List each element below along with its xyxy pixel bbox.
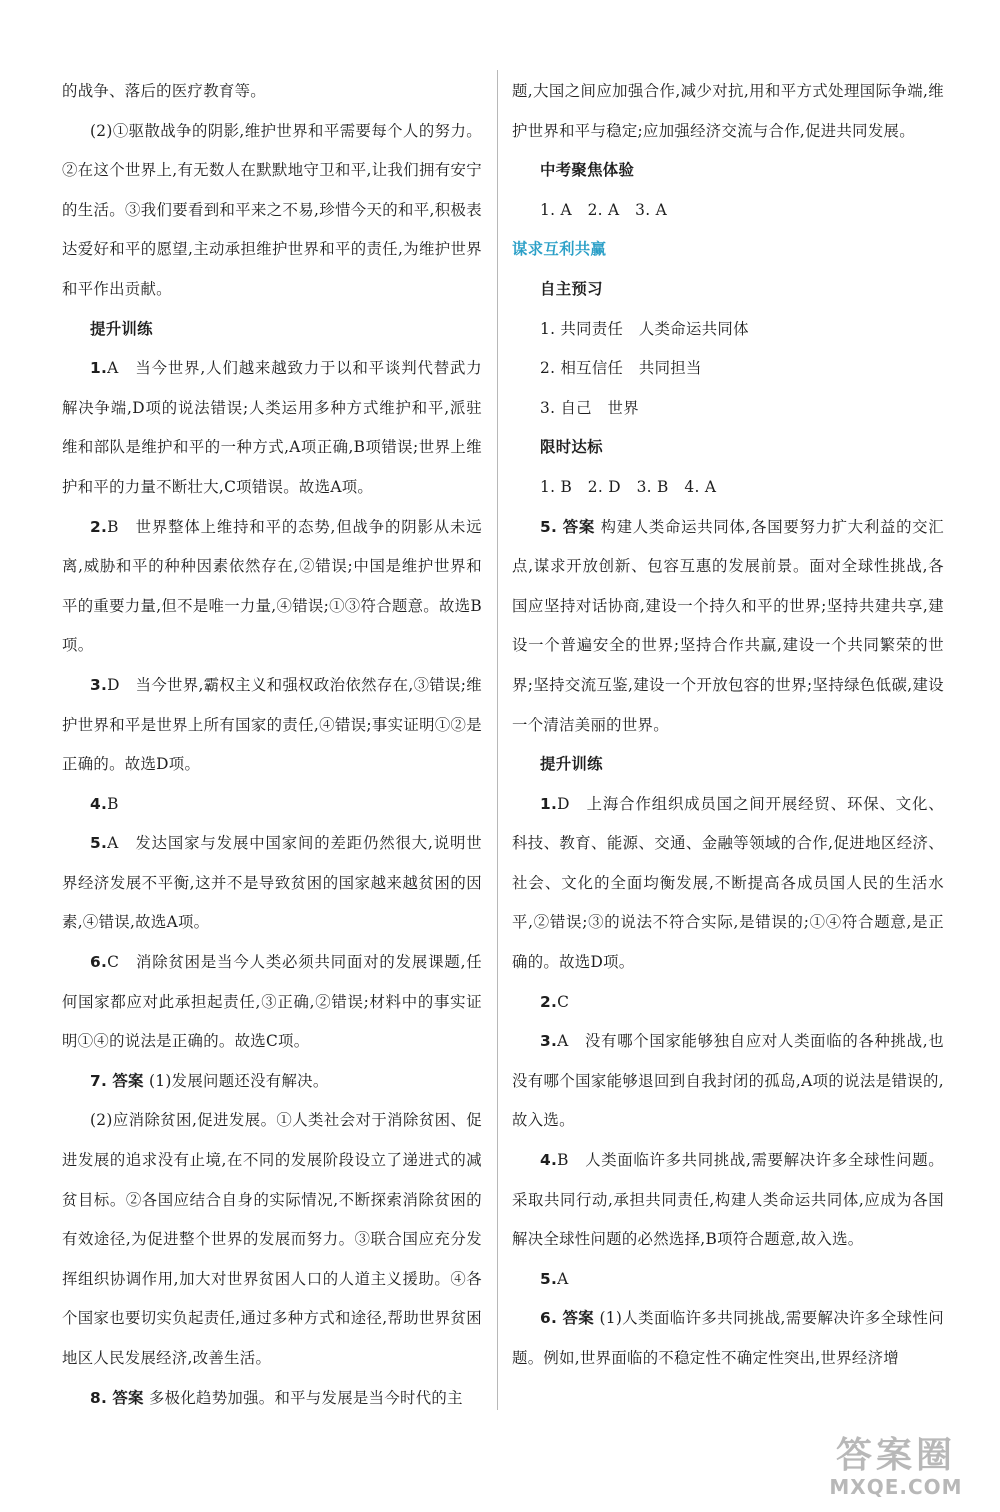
item-text: 构建人类命运共同体,各国要努力扩大利益的交汇点,谋求开放创新、包容互惠的发展前景。面对全球性挑战,各国应坚持对话协商,建设一个持久和平的世界;坚持共建共享,建设一个普遍安全的世界;坚持合作共赢,建设一个共同繁荣的世界;坚持交流互鉴,建设一个开放包容的世界;坚持绿色低碳,建设一个清洁美丽的世界。 [512,517,944,734]
right-column [512,72,944,1379]
item-text: C 消除贫困是当今人类必须共同面对的发展课题,任何国家都应对此承担起责任,③正确,②错误;材料中的事实证明①④的说法是正确的。故选C项。 [62,953,482,1051]
section-label-xianshi: 限时达标 [540,438,603,457]
answer-line: 3. 自己 世界 [540,398,639,417]
answer-item [512,1022,944,1141]
item-number: 7. [90,1071,108,1090]
item-number: 3. [540,1032,558,1051]
answer-item [62,824,482,943]
section-label-tisheng: 提升训练 [90,319,153,338]
answer-item [512,1141,944,1260]
answer-item [62,508,482,666]
item-text: A 当今世界,人们越来越致力于以和平谈判代替武力解决争端,D项的说法错误;人类运用多种方式维护和平,派驻维和部队是维护和平的一种方式,A项正确,B项错误;世界上维护和平的力量不断壮大,C项错误。故选A项。 [62,359,482,496]
item-text: (1)发展问题还没有解决。 [148,1071,329,1090]
item-number: 5. [540,1269,558,1288]
answer-tag: 答案 [562,1309,595,1328]
watermark-url: MXQE.COM [829,1475,963,1499]
item-text: B 世界整体上维持和平的态势,但战争的阴影从未远离,威胁和平的种种因素依然存在,②错误;中国是维护世界和平的重要力量,但不是唯一力量,④错误;①③符合题意。故选B项。 [62,517,482,655]
answer-item [62,1379,482,1419]
item-text: B 人类面临许多共同挑战,需要解决许多全球性问题。采取共同行动,承担共同责任,构建人类命运共同体,应成为各国解决全球性问题的必然选择,B项符合题意,故入选。 [512,1151,944,1249]
answer-item [62,1062,482,1102]
column-divider [497,70,498,1410]
answer-item [512,1299,944,1378]
section-title: 谋求互利共赢 [512,240,607,259]
paragraph: (2)①驱散战争的阴影,维护世界和平需要每个人的努力。②在这个世界上,有无数人在默默地守卫和平,让我们拥有安宁的生活。③我们要看到和平来之不易,珍惜今天的和平,积极表达爱好和平的愿望,主动承担维护世界和平的责任,为维护世界和平作出贡献。 [62,121,482,298]
answer-item [62,785,482,825]
paragraph: 题,大国之间应加强合作,减少对抗,用和平方式处理国际争端,维护世界和平与稳定;应加强经济交流与合作,促进共同发展。 [512,82,944,140]
left-column [62,72,482,1418]
item-number: 4. [90,794,108,813]
answer-item [62,666,482,785]
paragraph: 的战争、落后的医疗教育等。 [62,82,266,100]
item-text: (1)人类面临许多共同挑战,需要解决许多全球性问题。例如,世界面临的不稳定性不确定性突出,世界经济增 [512,1309,944,1367]
answer-item [512,983,944,1023]
answer-tag: 答案 [112,1388,144,1407]
item-text: 多极化趋势加强。和平与发展是当今时代的主 [148,1388,463,1407]
item-text: A [557,1269,569,1288]
item-number: 3. [90,675,108,694]
item-text: D 上海合作组织成员国之间开展经贸、环保、文化、科技、教育、能源、交通、金融等领域的合作,促进地区经济、社会、文化的全面均衡发展,不断提高各成员国人民的生活水平,②错误;③的说法不符合实际,是错误的;①④符合题意,是正确的。故选D项。 [512,794,944,972]
answer-item [512,508,944,746]
item-text: A 发达国家与发展中国家间的差距仍然很大,说明世界经济发展不平衡,这并不是导致贫困的国家越来越贫困的因素,④错误,故选A项。 [62,834,482,932]
answer-item [62,349,482,507]
item-text: D 当今世界,霸权主义和强权政治依然存在,③错误;维护世界和平是世界上所有国家的责任,④错误;事实证明①②是正确的。故选D项。 [62,675,482,774]
answer-line: 2. 相互信任 共同担当 [540,359,702,378]
answer-item [512,1260,944,1300]
item-number: 1. [90,359,108,378]
section-label-zhongkao: 中考聚焦体验 [540,161,635,180]
answer-item [62,943,482,1062]
item-number: 2. [540,992,558,1011]
item-number: 4. [540,1151,558,1170]
watermark-logo [806,1432,986,1502]
section-label-tisheng: 提升训练 [540,755,603,774]
item-number: 1. [540,794,558,813]
answer-item [512,785,944,983]
answer-line: 1. B 2. D 3. B 4. A [540,477,717,496]
item-number: 5. [90,834,108,853]
answer-tag: 答案 [562,517,595,536]
item-text: A 没有哪个国家能够独自应对人类面临的各种挑战,也没有哪个国家能够退回到自我封闭的孤岛,A项的说法是错误的,故入选。 [512,1032,944,1130]
item-number: 5. [540,517,558,536]
item-text: B [107,794,119,813]
item-number: 6. [90,953,108,972]
answer-line: 1. 共同责任 人类命运共同体 [540,319,749,338]
item-number: 8. [90,1388,108,1407]
item-number: 6. [540,1309,558,1328]
item-text: C [557,992,570,1011]
answer-line: 1. A 2. A 3. A [540,200,668,219]
section-label-zizhu: 自主预习 [540,279,603,298]
paragraph: (2)应消除贫困,促进发展。①人类社会对于消除贫困、促进发展的追求没有止境,在不同的发展阶段设立了递进式的减贫目标。②各国应结合自身的实际情况,不断探索消除贫困的有效途径,为促进整个世界的发展而努力。③联合国应充分发挥组织协调作用,加大对世界贫困人口的人道主义援助。④各个国家也要切实负起责任,通过多种方式和途径,帮助世界贫困地区人民发展经济,改善生活。 [62,1111,482,1367]
item-number: 2. [90,517,108,536]
answer-tag: 答案 [112,1071,144,1090]
watermark-text: 答案圈 [835,1435,956,1476]
